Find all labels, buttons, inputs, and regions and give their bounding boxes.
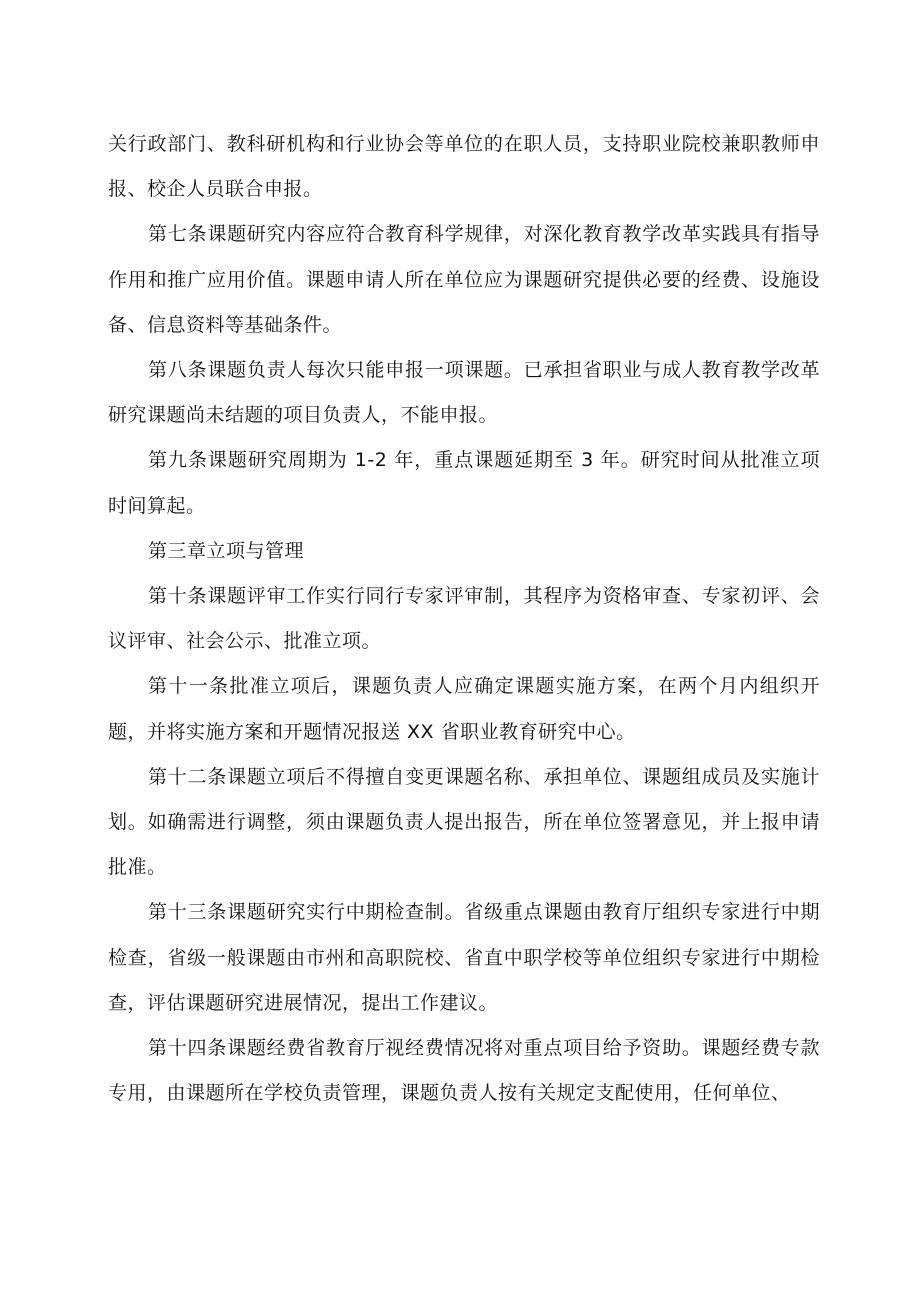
paragraph-article-14: 第十四条课题经费省教育厅视经费情况将对重点项目给予资助。课题经费专款专用，由课题所在学校负责管理，课题负责人按有关规定支配使用，任何单位、 <box>108 1037 820 1105</box>
paragraph-article-8: 第八条课题负责人每次只能申报一项课题。已承担省职业与成人教育教学改革研究课题尚未结题的项目负责人，不能申报。 <box>108 359 820 427</box>
paragraph-article-12: 第十二条课题立项后不得擅自变更课题名称、承担单位、课题组成员及实施计划。如确需进行调整，须由课题负责人提出报告，所在单位签署意见，并上报申请批准。 <box>108 765 820 879</box>
paragraph-article-10: 第十条课题评审工作实行同行专家评审制，其程序为资格审查、专家初评、会议评审、社会公示、批准立项。 <box>108 585 820 653</box>
paragraph-article-13: 第十三条课题研究实行中期检查制。省级重点课题由教育厅组织专家进行中期检查，省级一般课题由市州和高职院校、省直中职学校等单位组织专家进行中期检查，评估课题研究进展情况，提出工作建议。 <box>108 901 820 1014</box>
document-body <box>108 122 820 1116</box>
chapter-heading: 第三章立项与管理 <box>148 539 305 562</box>
paragraph-continuation: 关行政部门、教科研机构和行业协会等单位的在职人员，支持职业院校兼职教师申报、校企人员联合申报。 <box>108 133 820 201</box>
paragraph-article-9: 第九条课题研究周期为 1-2 年，重点课题延期至 3 年。研究时间从批准立项时间算起。 <box>108 449 820 517</box>
paragraph-article-11: 第十一条批准立项后，课题负责人应确定课题实施方案，在两个月内组织开题，并将实施方案和开题情况报送 XX 省职业教育研究中心。 <box>108 675 820 743</box>
paragraph-article-7: 第七条课题研究内容应符合教育科学规律，对深化教育教学改革实践具有指导作用和推广应用价值。课题申请人所在单位应为课题研究提供必要的经费、设施设备、信息资料等基础条件。 <box>108 223 820 336</box>
